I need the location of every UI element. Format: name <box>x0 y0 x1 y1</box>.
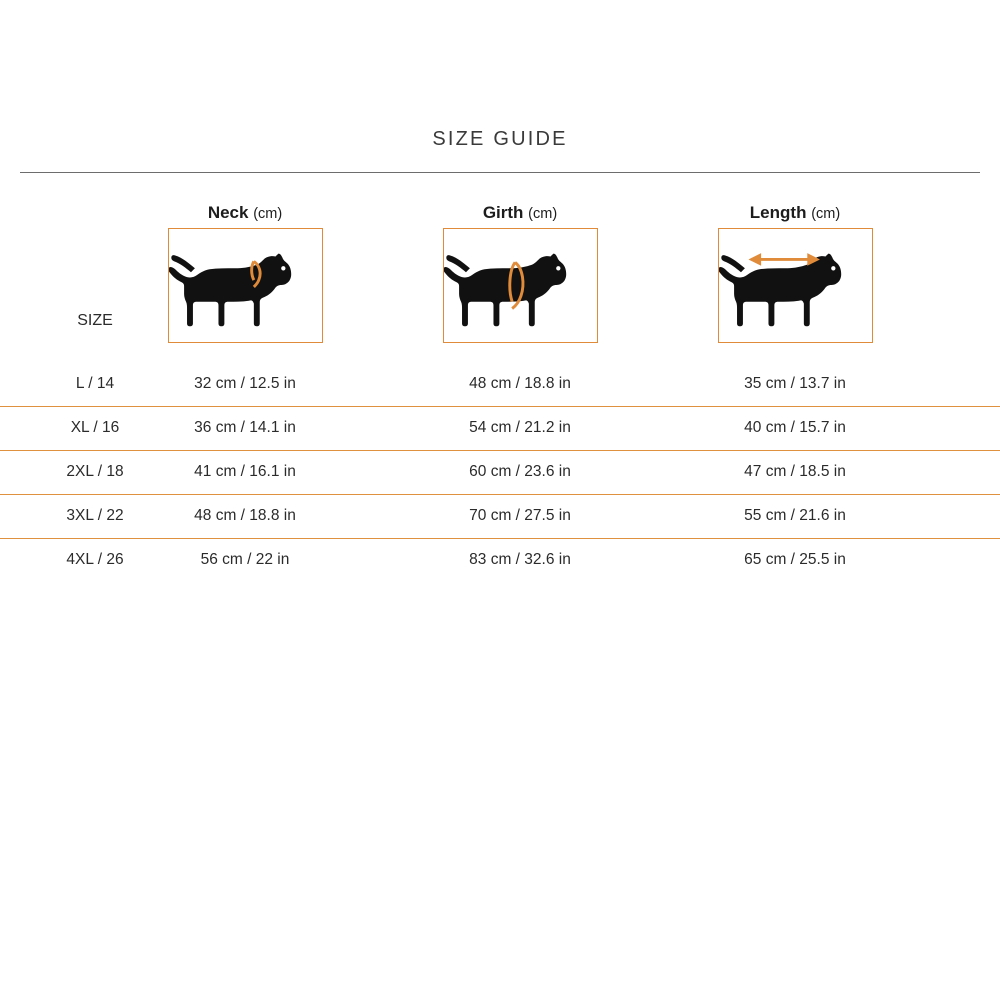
cell-neck: 32 cm / 12.5 in <box>194 375 296 392</box>
cell-size: XL / 16 <box>70 419 120 436</box>
table-row <box>0 538 1000 582</box>
column-header-length-label: Length <box>749 203 807 222</box>
column-header-girth <box>425 203 615 223</box>
column-header-length <box>700 203 890 223</box>
column-header-neck <box>150 203 340 223</box>
dog-neck-measure-icon <box>168 228 323 343</box>
cell-neck: 36 cm / 14.1 in <box>194 419 296 436</box>
dog-length-measure-icon <box>718 228 873 343</box>
column-header-neck-label: Neck <box>207 203 249 222</box>
table-row <box>0 494 1000 538</box>
table-row <box>0 406 1000 450</box>
size-column-label: SIZE <box>77 312 113 329</box>
cell-length: 40 cm / 15.7 in <box>744 419 846 436</box>
cell-girth: 60 cm / 23.6 in <box>469 463 571 480</box>
cell-length: 35 cm / 13.7 in <box>744 375 846 392</box>
column-header-girth-unit: (cm) <box>528 206 558 222</box>
cell-length: 65 cm / 25.5 in <box>744 551 846 568</box>
cell-size: 3XL / 22 <box>66 507 124 524</box>
cell-neck: 56 cm / 22 in <box>200 551 290 568</box>
cell-size: 4XL / 26 <box>66 551 124 568</box>
cell-girth: 48 cm / 18.8 in <box>469 375 571 392</box>
column-header-girth-label: Girth <box>482 203 524 222</box>
title-divider <box>20 172 980 173</box>
dog-girth-measure-icon <box>443 228 598 343</box>
table-row <box>0 362 1000 406</box>
page-title: SIZE GUIDE <box>432 128 568 150</box>
cell-size: 2XL / 18 <box>66 463 124 480</box>
cell-length: 55 cm / 21.6 in <box>744 507 846 524</box>
cell-neck: 41 cm / 16.1 in <box>194 463 296 480</box>
cell-neck: 48 cm / 18.8 in <box>194 507 296 524</box>
column-header-length-unit: (cm) <box>811 206 841 222</box>
cell-girth: 83 cm / 32.6 in <box>469 551 571 568</box>
cell-length: 47 cm / 18.5 in <box>744 463 846 480</box>
cell-girth: 54 cm / 21.2 in <box>469 419 571 436</box>
cell-size: L / 14 <box>75 375 115 392</box>
table-row <box>0 450 1000 494</box>
cell-girth: 70 cm / 27.5 in <box>469 507 571 524</box>
column-header-neck-unit: (cm) <box>253 206 283 222</box>
